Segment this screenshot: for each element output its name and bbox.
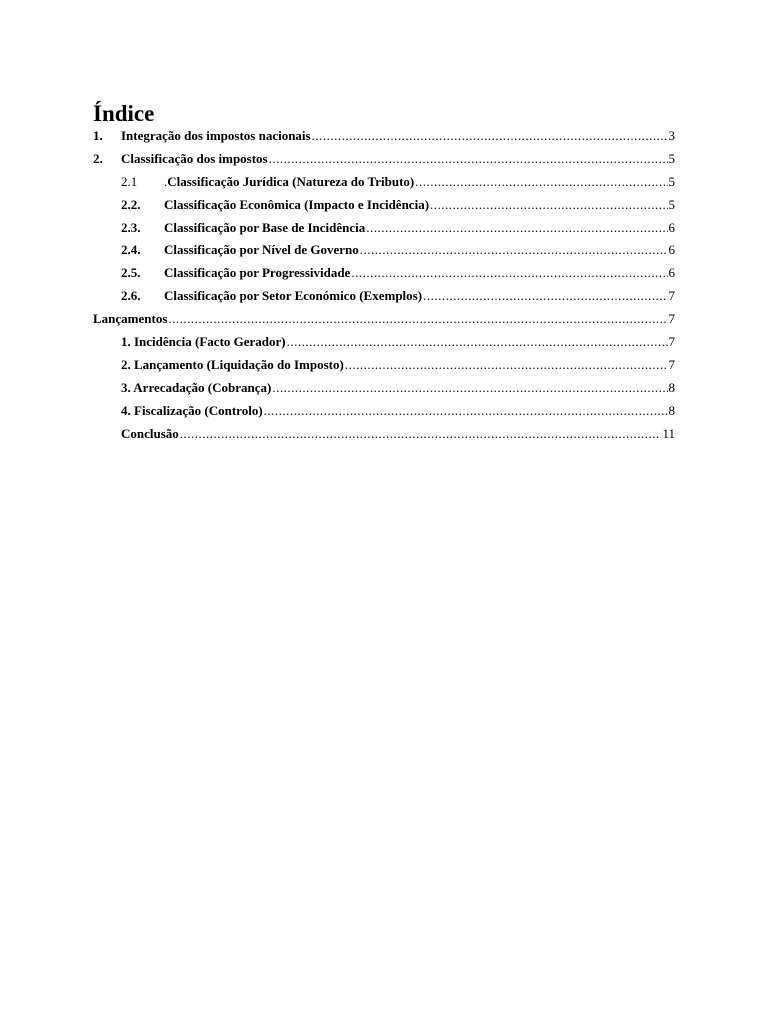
toc-entry-number: 2.3. [121, 219, 141, 235]
toc-entry-page: 5 [668, 173, 675, 189]
toc-entry-label: Classificação por Setor Económico (Exemplos) [164, 288, 423, 304]
toc-entry-number: 2.4. [121, 242, 141, 258]
toc-entry-label: Classificação por Progressividade [164, 265, 351, 281]
toc-entry-page: 7 [668, 334, 675, 350]
toc-entry-conclusao[interactable] [93, 423, 675, 446]
toc-entry-prefix: . [164, 173, 168, 189]
toc-entry-fiscalizacao[interactable] [93, 400, 675, 423]
toc-entry-label: Classificação por Base de Incidência [164, 219, 366, 235]
toc-entry-page: 5 [668, 196, 675, 212]
toc-entry-page: 7 [668, 356, 675, 372]
toc-entry-1[interactable] [93, 125, 675, 148]
toc-entry-number: 1. [93, 128, 103, 143]
toc-entry-page: 8 [668, 379, 675, 395]
dot-leader [269, 148, 668, 171]
dot-leader [430, 194, 667, 217]
toc-entry-label: Classificação Econômica (Impacto e Incidência) [164, 196, 430, 212]
dot-leader [168, 308, 667, 331]
toc-entry-number: 2. [93, 150, 103, 166]
toc-entry-page: 7 [668, 311, 675, 327]
toc-entry-incidencia[interactable] [93, 331, 675, 354]
toc-entry-label: Integração dos impostos nacionais [121, 128, 311, 143]
toc-entry-label: Classificação por Nível de Governo [164, 242, 359, 258]
dot-leader [366, 217, 667, 240]
toc-entry-label: 1. Incidência (Facto Gerador) [121, 334, 286, 350]
toc-entry-page: 5 [668, 150, 675, 166]
dot-leader [415, 171, 667, 194]
toc-entry-label: Classificação dos impostos [121, 150, 268, 166]
toc-entry-2-4[interactable] [93, 239, 675, 262]
toc-entry-2[interactable] [93, 148, 675, 171]
toc-entry-page: 6 [668, 265, 675, 281]
toc-entry-2-3[interactable] [93, 217, 675, 240]
toc-entry-label: 3. Arrecadação (Cobrança) [121, 379, 272, 395]
toc-entry-2-1[interactable] [93, 171, 675, 194]
toc-entry-page: 11 [662, 425, 675, 441]
dot-leader [264, 400, 668, 423]
toc-entry-label: Lançamentos [93, 311, 168, 327]
dot-leader [312, 125, 668, 148]
toc-entry-number: 2.1 [121, 173, 138, 189]
dot-leader [351, 262, 667, 285]
toc-entry-2-5[interactable] [93, 262, 675, 285]
toc-entry-lancamento[interactable] [93, 354, 675, 377]
toc-entry-page: 7 [668, 288, 675, 304]
toc-entry-page: 8 [668, 402, 675, 418]
dot-leader [272, 377, 667, 400]
toc-entry-label: Conclusão [121, 425, 179, 441]
toc-entry-page: 6 [668, 219, 675, 235]
toc-entry-number: 2.6. [121, 288, 141, 304]
toc-entry-lancamentos[interactable] [93, 308, 675, 331]
toc-entry-label: 4. Fiscalização (Controlo) [121, 402, 263, 418]
toc-entry-number: 2.5. [121, 265, 141, 281]
toc-entry-page: 6 [668, 242, 675, 258]
toc-entry-label: 2. Lançamento (Liquidação do Imposto) [121, 356, 344, 372]
dot-leader [180, 423, 662, 446]
dot-leader [345, 354, 668, 377]
dot-leader [360, 239, 668, 262]
dot-leader [287, 331, 668, 354]
table-of-contents [93, 125, 675, 445]
page-title: Índice [93, 101, 155, 126]
toc-entry-number: 2.2. [121, 196, 141, 212]
toc-entry-page: 3 [668, 128, 675, 143]
toc-entry-label: Classificação Jurídica (Natureza do Tributo) [167, 173, 415, 189]
toc-entry-2-2[interactable] [93, 194, 675, 217]
toc-entry-2-6[interactable] [93, 285, 675, 308]
toc-entry-arrecadacao[interactable] [93, 377, 675, 400]
dot-leader [423, 285, 667, 308]
